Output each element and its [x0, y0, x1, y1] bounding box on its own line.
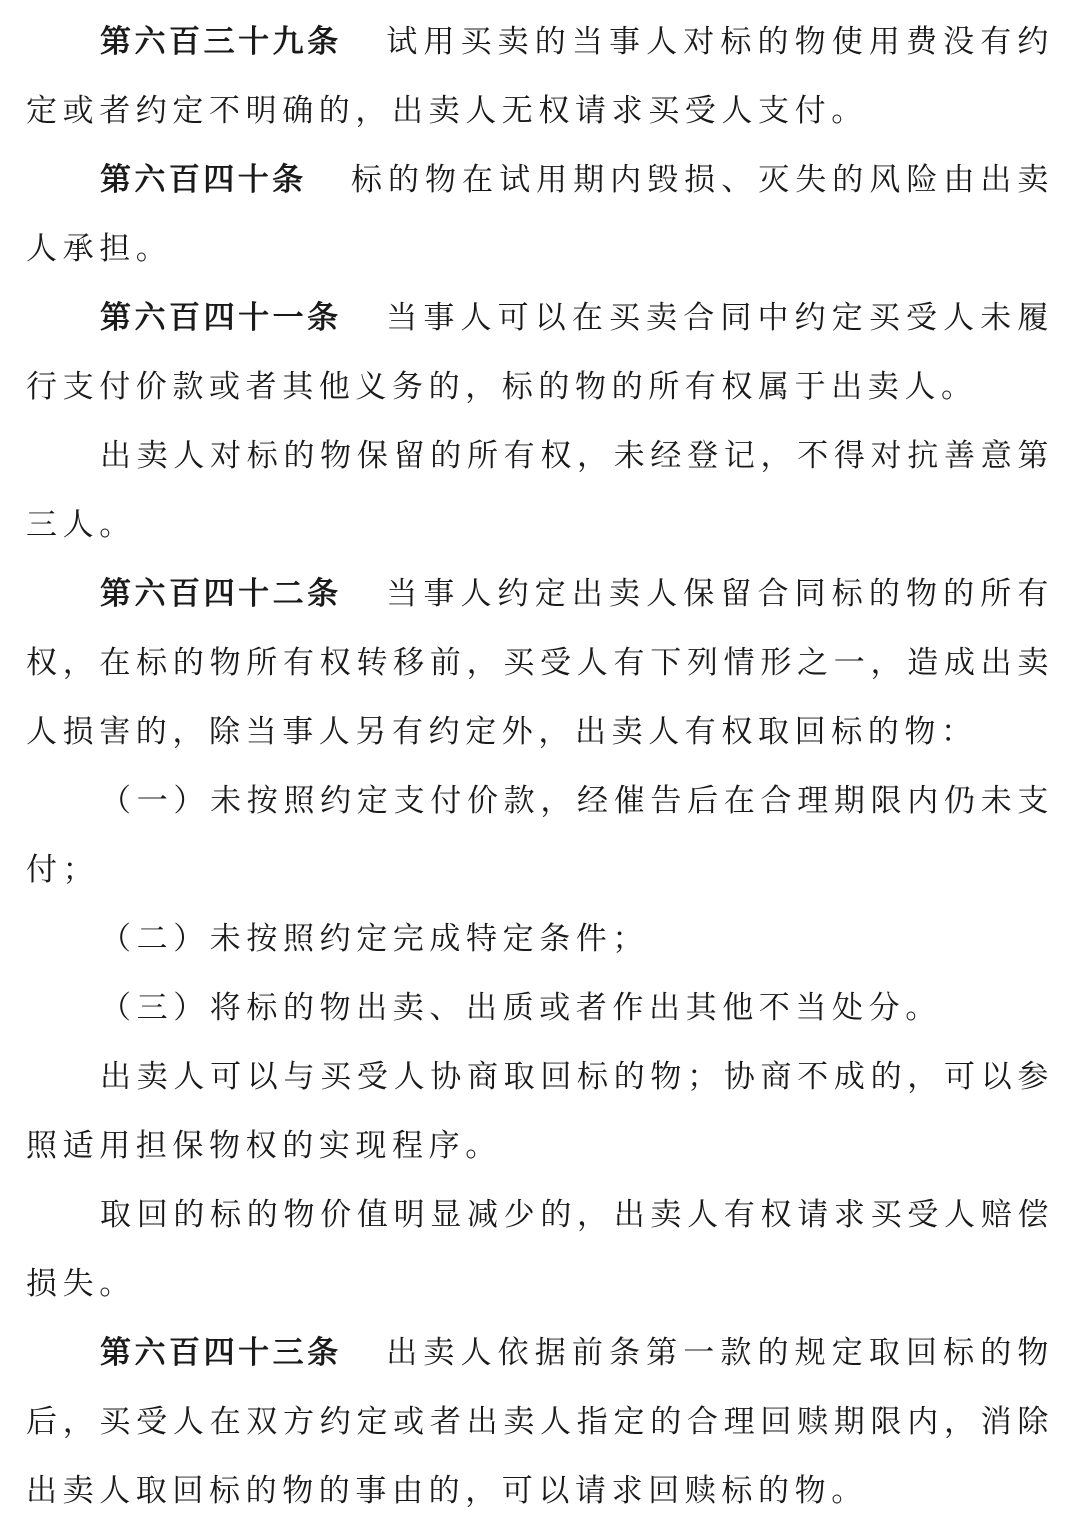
article-642-item-1: （一）未按照约定支付价款，经催告后在合理期限内仍未支付； [26, 783, 1054, 888]
document-page [0, 8, 1080, 1532]
article-639 [26, 8, 1054, 146]
article-body: 试用买卖的当事人对标的物使用费没有约定或者约定不明确的，出卖人无权请求买受人支付。 [26, 24, 1054, 129]
article-642-paragraph-2: 出卖人可以与买受人协商取回标的物；协商不成的，可以参照适用担保物权的实现程序。 [26, 1059, 1054, 1164]
article-body: 标的物在试用期内毁损、灭失的风险由出卖人承担。 [26, 162, 1054, 267]
article-title: 第六百四十三条 [100, 1335, 342, 1371]
article-642-paragraph-3: 取回的标的物价值明显减少的，出卖人有权请求买受人赔偿损失。 [26, 1197, 1054, 1302]
article-body: 当事人约定出卖人保留合同标的物的所有权，在标的物所有权转移前，买受人有下列情形之一，造成出卖人损害的，除当事人另有约定外，出卖人有权取回标的物： [26, 576, 1054, 750]
article-title: 第六百四十二条 [100, 576, 342, 612]
article-body: 出卖人依据前条第一款的规定取回标的物后，买受人在双方约定或者出卖人指定的合理回赎期限内，消除出卖人取回标的物的事由的，可以请求回赎标的物。 [26, 1335, 1054, 1509]
article-642 [26, 560, 1054, 767]
article-title: 第六百三十九条 [100, 24, 342, 60]
article-title: 第六百四十条 [100, 162, 307, 198]
article-body: 当事人可以在买卖合同中约定买受人未履行支付价款或者其他义务的，标的物的所有权属于出卖人。 [26, 300, 1054, 405]
article-642-item-3: （三）将标的物出卖、出质或者作出其他不当处分。 [100, 990, 942, 1026]
article-640 [26, 146, 1054, 284]
article-641 [26, 284, 1054, 422]
article-642-item-2: （二）未按照约定完成特定条件； [100, 921, 649, 957]
article-643 [26, 1319, 1054, 1526]
article-title: 第六百四十一条 [100, 300, 342, 336]
article-641-paragraph-2: 出卖人对标的物保留的所有权，未经登记，不得对抗善意第三人。 [26, 438, 1054, 543]
